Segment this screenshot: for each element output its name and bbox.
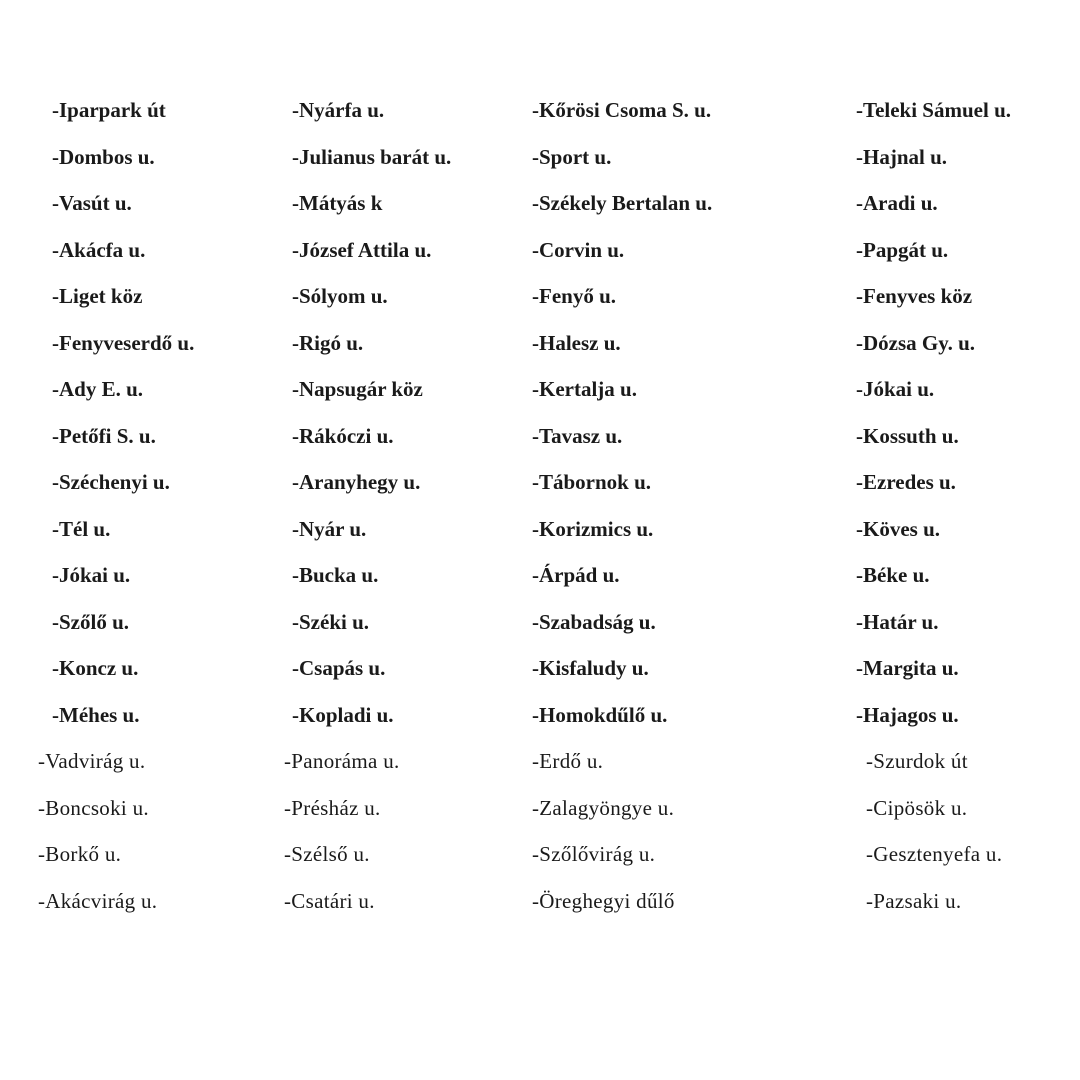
street-name: -Béke u. <box>856 563 930 587</box>
street-name: -Corvin u. <box>532 237 625 262</box>
street-name: -Fenyő u. <box>532 284 616 308</box>
street-name: -Koncz u. <box>52 656 139 680</box>
street-name: -Hajagos u. <box>856 702 959 727</box>
street-name: -Papgát u. <box>856 237 949 262</box>
street-name: -Szőlő u. <box>52 609 130 634</box>
street-name: -Margita u. <box>856 656 959 680</box>
street-name: -Szabadság u. <box>532 609 656 634</box>
street-name: -Tavasz u. <box>532 423 623 448</box>
street-name: -Fenyveserdő u. <box>52 330 195 355</box>
street-name: -Homokdűlő u. <box>532 702 668 727</box>
street-name: -Hajnal u. <box>856 144 948 169</box>
street-name: -Akácvirág u. <box>38 888 158 913</box>
street-name: -Zalagyöngye u. <box>532 795 675 820</box>
street-name: -Borkő u. <box>38 842 122 866</box>
street-name: -Kőrösi Csoma S. u. <box>532 98 712 122</box>
street-name: -Pazsaki u. <box>866 888 962 913</box>
street-name: -József Attila u. <box>292 237 432 262</box>
street-name: -Nyárfa u. <box>292 98 385 122</box>
street-name: -Rigó u. <box>292 330 364 355</box>
street-name: -Tél u. <box>52 516 111 541</box>
street-column-2 <box>284 96 452 933</box>
street-name: -Présház u. <box>284 795 381 820</box>
street-name: -Panoráma u. <box>284 749 400 773</box>
street-name: -Aradi u. <box>856 191 938 215</box>
street-name: -Csapás u. <box>292 656 386 680</box>
street-name: -Széchenyi u. <box>52 470 170 494</box>
street-name: -Kopladi u. <box>292 702 394 727</box>
street-name: -Kisfaludy u. <box>532 656 649 680</box>
street-name: -Mátyás k <box>292 191 383 215</box>
street-name: -Akácfa u. <box>52 237 146 262</box>
street-name: -Sport u. <box>532 144 612 169</box>
street-name: -Petőfi S. u. <box>52 423 156 448</box>
street-name: -Korizmics u. <box>532 516 654 541</box>
street-name: -Szélső u. <box>284 842 370 866</box>
street-name: -Rákóczi u. <box>292 423 394 448</box>
street-name: -Boncsoki u. <box>38 795 149 820</box>
street-name: -Méhes u. <box>52 702 140 727</box>
street-name: -Fenyves köz <box>856 284 973 308</box>
street-name: -Széki u. <box>292 609 370 634</box>
street-name: -Gesztenyefa u. <box>866 842 1003 866</box>
street-name: -Aranyhegy u. <box>292 470 421 494</box>
street-name: -Halesz u. <box>532 330 621 355</box>
street-name: -Vasút u. <box>52 191 132 215</box>
street-name: -Öreghegyi dűlő <box>532 888 675 913</box>
street-name: -Köves u. <box>856 516 940 541</box>
street-column-3 <box>528 96 712 933</box>
street-name: -Tábornok u. <box>532 470 652 494</box>
street-name: -Cipösök u. <box>866 795 968 820</box>
street-name: -Határ u. <box>856 609 939 634</box>
street-name: -Napsugár köz <box>292 377 423 401</box>
street-name: -Erdő u. <box>532 749 604 773</box>
street-name: -Sólyom u. <box>292 284 388 308</box>
street-name: -Csatári u. <box>284 888 375 913</box>
street-column-1 <box>38 96 195 933</box>
street-name: -Ezredes u. <box>856 470 956 494</box>
street-name: -Julianus barát u. <box>292 144 452 169</box>
street-name: -Szőlővirág u. <box>532 842 656 866</box>
street-name: -Szurdok út <box>866 749 968 773</box>
street-name: -Dombos u. <box>52 144 155 169</box>
street-name: -Bucka u. <box>292 563 379 587</box>
street-name: -Árpád u. <box>532 563 620 587</box>
street-name: -Vadvirág u. <box>38 749 146 773</box>
street-name: -Nyár u. <box>292 516 367 541</box>
street-name: -Kertalja u. <box>532 377 637 401</box>
street-column-4 <box>852 96 1011 933</box>
street-name: -Iparpark út <box>52 98 166 122</box>
street-name: -Kossuth u. <box>856 423 959 448</box>
street-name: -Teleki Sámuel u. <box>856 98 1011 122</box>
street-name: -Dózsa Gy. u. <box>856 330 976 355</box>
street-name: -Liget köz <box>52 284 143 308</box>
street-name: -Jókai u. <box>856 377 935 401</box>
street-name: -Jókai u. <box>52 563 131 587</box>
street-name: -Székely Bertalan u. <box>532 191 713 215</box>
street-name: -Ady E. u. <box>52 377 144 401</box>
